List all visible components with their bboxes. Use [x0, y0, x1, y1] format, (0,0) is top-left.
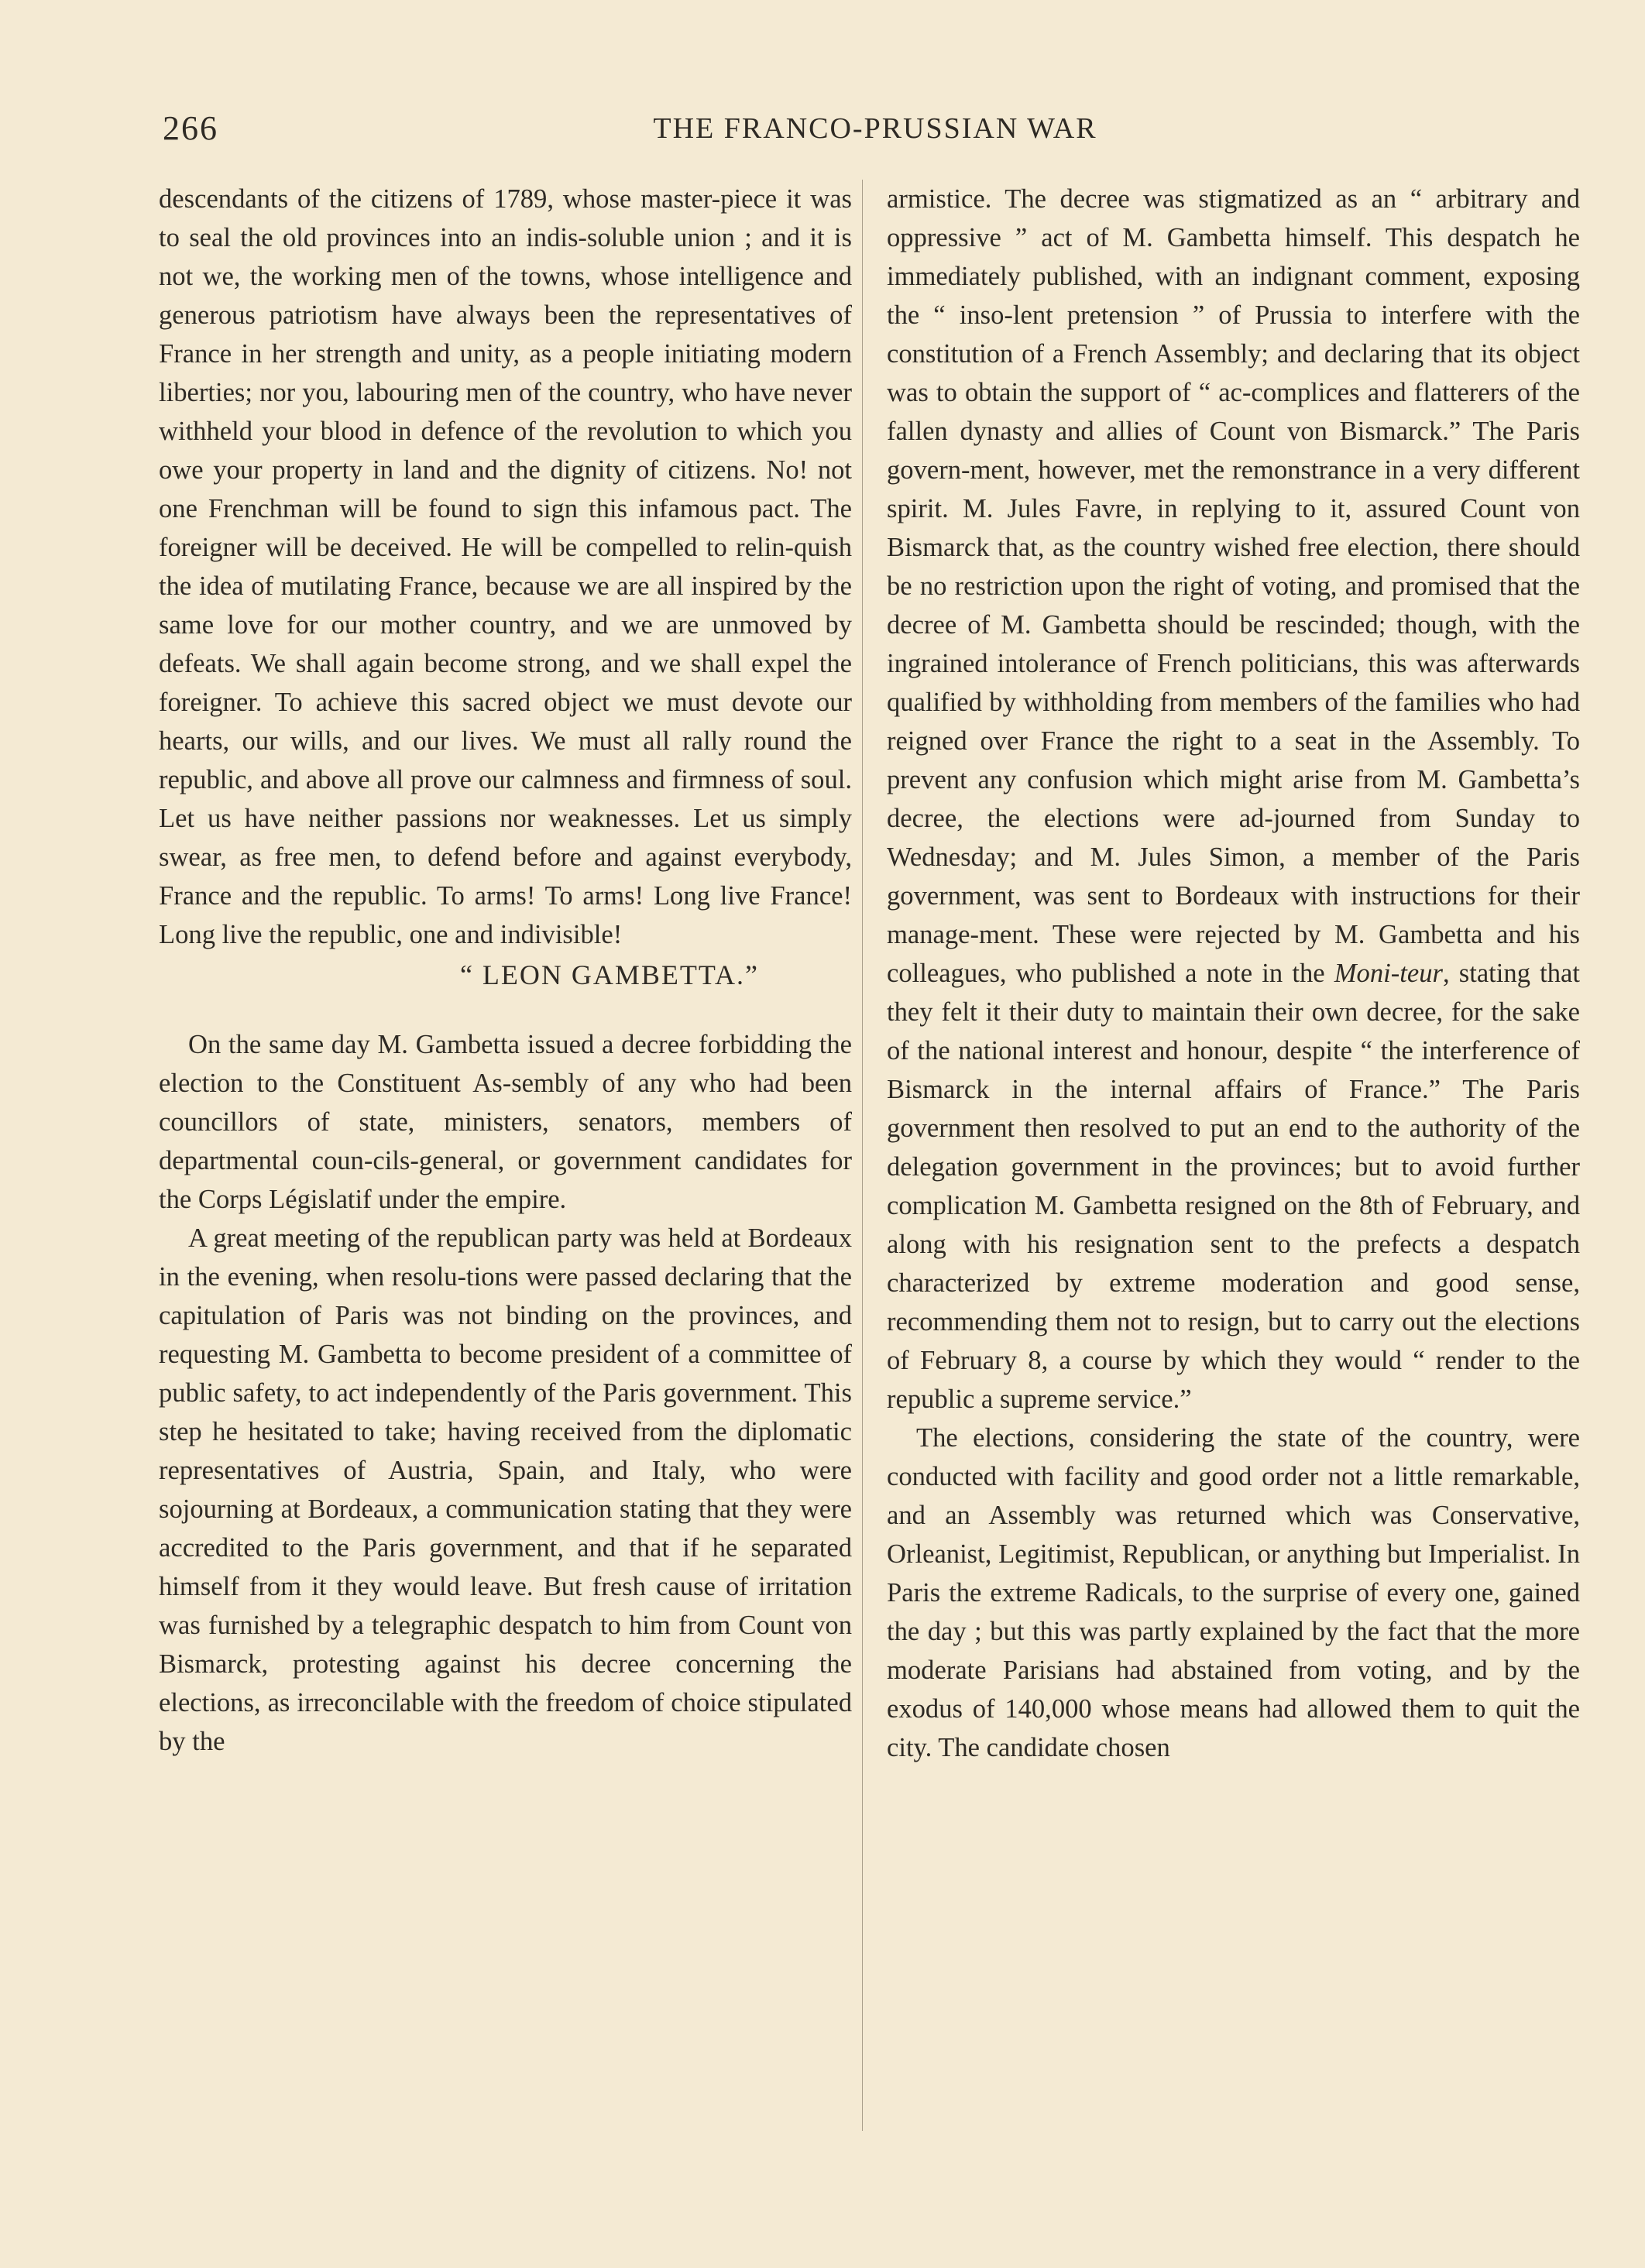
paragraph-proclamation-end: descendants of the citizens of 1789, whose master-piece it was to seal the old provinces into an indis-soluble union ; and it is not we, the working men of the towns, whose intelligence and generous patriotism have always been the representatives of France in her strength and unity, as a people initiating modern liberties; nor you, labouring men of the country, who have never withheld your blood in defence of the revolution to which you owe your property in land and the dignity of citizens. No! not one Frenchman will be found to sign this infamous pact. The foreigner will be deceived. He will be compelled to relin-quish the idea of mutilating France, because we are all inspired by the same love for our mother country, and we are unmoved by defeats. We shall again become strong, and we shall expel the foreigner. To achieve this sacred object we must devote our hearts, our wills, and our lives. We must all rally round the republic, and above all prove our calmness and firmness of soul. Let us have neither passions nor weaknesses. Let us simply swear, as free men, to defend before and against everybody, France and the republic. To arms! To arms! Long live France! Long live the republic, one and indivisible! [159, 184, 852, 949]
paragraph-bordeaux-meeting: A great meeting of the republican party was held at Bordeaux in the evening, when resolu-tions were passed declaring that the capitulation of Paris was not binding on the provinces, and requesting M. Gambetta to become president of a committee of public safety, to act independently of the Paris government. This step he hesitated to take; having received from the diplomatic representatives of Austria, Spain, and Italy, who were sojourning at Bordeaux, a communication stating that they were accredited to the Paris government, and that if he separated himself from it they would leave. But fresh cause of irritation was furnished by a telegraphic despatch to him from Count von Bismarck, protesting against his decree concerning the elections, as irreconcilable with the freedom of choice stipulated by the [159, 1223, 852, 1756]
text-segment: , stating that they felt it their duty to maintain their own decree, for the sake of the national interest and honour, despite “ the interference of Bismarck in the internal affairs of France.” The Paris government then resolved to put an end to the authority of the delegation government in the provinces; but to avoid further complication M. Gambetta resigned on the 8th of February, and along with his resignation sent to the prefects a despatch characterized by extreme moderation and good sense, recommending them not to resign, but to carry out the elections of February 8, a course by which they would “ render to the republic a supreme service.” [887, 959, 1580, 1414]
page-number: 266 [163, 109, 218, 147]
signature: “ LEON GAMBETTA.” [459, 959, 759, 990]
page-header [163, 108, 1588, 155]
paragraph-elections: The elections, considering the state of the country, were conducted with facility and good order not a little remarkable, and an Assembly was returned which was Conservative, Orleanist, Legitimist, Republican, or anything but Imperialist. In Paris the extreme Radicals, to the surprise of every one, gained the day ; but this was partly explained by the fact that the more moderate Parisians had abstained from voting, and by the exodus of 140,000 whose means had allowed them to quit the city. The candidate chosen [887, 1423, 1580, 1762]
column-divider [862, 180, 863, 2131]
text-segment: armistice. The decree was stigmatized as an “ arbitrary and oppressive ” act of M. Gambetta himself. This despatch he immediately published, with an indignant comment, exposing the “ inso-lent pretension ” of Prussia to interfere with the constitution of a French Assembly; and declaring that its object was to obtain the support of “ ac-complices and flatterers of the fallen dynasty and allies of Count von Bismarck.” The Paris govern-ment, however, met the remonstrance in a very different spirit. M. Jules Favre, in replying to it, assured Count von Bismarck that, as the country wished free election, there should be no restriction upon the right of voting, and promised that the decree of M. Gambetta should be rescinded; though, with the ingrained intolerance of French politicians, this was afterwards qualified by withholding from members of the families who had reigned over France the right to a seat in the Assembly. To prevent any confusion which might arise from M. Gambetta’s decree, the elections were ad-journed from Sunday to Wednesday; and M. Jules Simon, a member of the Paris government, was sent to Bordeaux with instructions for their manage-ment. These were rejected by M. Gambetta and his colleagues, who published a note in the [887, 184, 1580, 988]
running-title: THE FRANCO-PRUSSIAN WAR [653, 112, 1097, 145]
paragraph-decree: On the same day M. Gambetta issued a decree forbidding the election to the Constituent As-sembly of any who had been councillors of state, ministers, senators, members of departmental coun-cils-general, or government candidates for the Corps Législatif under the empire. [159, 1030, 852, 1214]
left-column [159, 180, 852, 1761]
italic-moniteur: Moni-teur [1334, 959, 1443, 988]
right-column [887, 180, 1580, 1767]
paragraph-armistice [887, 180, 1580, 1419]
